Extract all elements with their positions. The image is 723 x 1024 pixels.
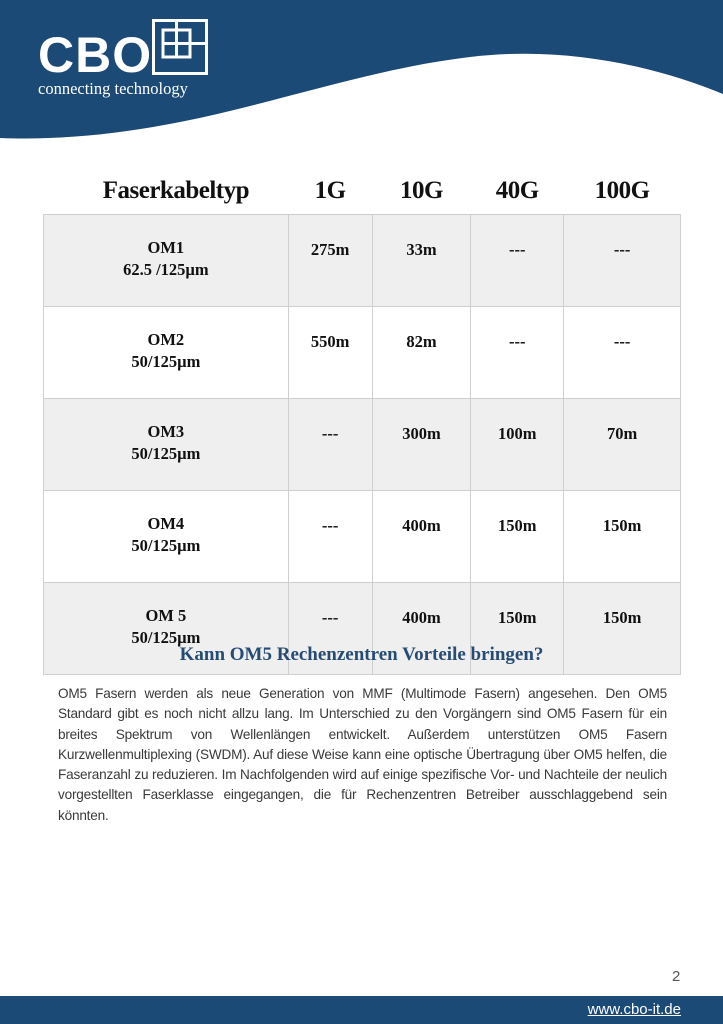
value-100g: --- bbox=[564, 307, 681, 399]
fiber-type-spec: 50/125µm bbox=[131, 628, 201, 647]
brand-logo-icon bbox=[152, 19, 208, 75]
brand-logo-text: CBO bbox=[38, 27, 153, 83]
footer-website-link[interactable]: www.cbo-it.de bbox=[587, 1001, 681, 1018]
table-row bbox=[44, 491, 681, 583]
section-heading: Kann OM5 Rechenzentren Vorteile bringen? bbox=[179, 644, 544, 665]
value-40g: 150m bbox=[471, 583, 564, 675]
value-10g: 400m bbox=[372, 491, 471, 583]
value-100g: 150m bbox=[564, 491, 681, 583]
fiber-type-cell bbox=[44, 491, 289, 583]
value-10g: 33m bbox=[372, 215, 471, 307]
value-100g: --- bbox=[564, 215, 681, 307]
fiber-type-cell bbox=[44, 307, 289, 399]
header-1g: 1G bbox=[314, 177, 346, 204]
fiber-type-spec: 50/125µm bbox=[131, 352, 201, 371]
fiber-type-name: OM 5 bbox=[145, 606, 187, 625]
fiber-type-spec: 50/125µm bbox=[131, 536, 201, 555]
value-40g: --- bbox=[471, 215, 564, 307]
value-1g: 275m bbox=[288, 215, 372, 307]
value-40g: 100m bbox=[471, 399, 564, 491]
fiber-distance-table bbox=[43, 168, 681, 675]
table-header-row bbox=[44, 168, 681, 215]
header-100g: 100G bbox=[594, 177, 650, 204]
value-100g: 150m bbox=[564, 583, 681, 675]
header-40g: 40G bbox=[495, 177, 539, 204]
value-1g: --- bbox=[288, 399, 372, 491]
fiber-type-name: OM3 bbox=[147, 422, 185, 441]
brand-tagline: connecting technology bbox=[38, 79, 188, 98]
header-fiber-type: Faserkabeltyp bbox=[102, 177, 249, 204]
page-footer bbox=[0, 996, 723, 1024]
section-body-text: OM5 Fasern werden als neue Generation von MMF (Multimode Fasern) angesehen. Den OM5 Standard gibt es noch nicht allzu lang. Im Unterschied zu den Vorgängern sind OM5 Fasern für ein breites Spektrum von Wellenlängen entwickelt. Außerdem unterstützen OM5 Fasern Kurzwellenmultiplexing (SWDM). Auf diese Weise kann eine optische Übertragung über OM5 helfen, die Faseranzahl zu reduzieren. Im Nachfolgenden wird auf einige spezifische Vor- und Nachteile der neulich vorgestellten Faserklasse eingegangen, die für Rechenzentren Betreiber ausschlaggebend sein könnten. bbox=[58, 686, 667, 823]
fiber-type-spec: 62.5 /125µm bbox=[123, 260, 209, 279]
value-40g: 150m bbox=[471, 491, 564, 583]
page-header bbox=[0, 0, 723, 145]
fiber-type-cell bbox=[44, 399, 289, 491]
fiber-type-name: OM2 bbox=[147, 330, 185, 349]
value-40g: --- bbox=[471, 307, 564, 399]
value-1g: 550m bbox=[288, 307, 372, 399]
table-row bbox=[44, 215, 681, 307]
value-10g: 400m bbox=[372, 583, 471, 675]
page-number: 2 bbox=[672, 968, 681, 985]
fiber-type-name: OM1 bbox=[147, 238, 185, 257]
fiber-type-name: OM4 bbox=[147, 514, 185, 533]
value-10g: 82m bbox=[372, 307, 471, 399]
value-10g: 300m bbox=[372, 399, 471, 491]
fiber-type-cell bbox=[44, 215, 289, 307]
table-row bbox=[44, 307, 681, 399]
value-1g: --- bbox=[288, 491, 372, 583]
value-100g: 70m bbox=[564, 399, 681, 491]
header-10g: 10G bbox=[399, 177, 443, 204]
fiber-type-spec: 50/125µm bbox=[131, 444, 201, 463]
value-1g: --- bbox=[288, 583, 372, 675]
table-row bbox=[44, 399, 681, 491]
